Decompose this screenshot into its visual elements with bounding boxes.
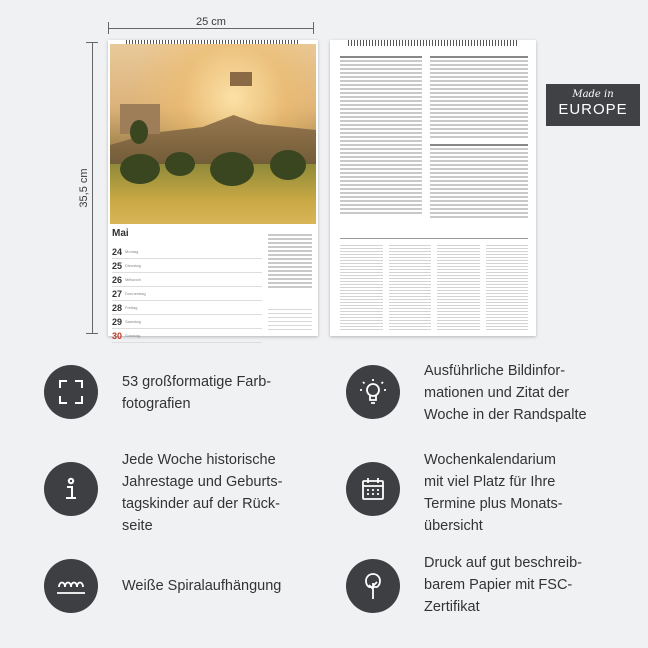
feature-icon-5 — [44, 559, 98, 613]
day-weekday: Freitag — [125, 305, 138, 310]
day-number: 24 — [112, 246, 123, 257]
spiral-icon — [55, 573, 87, 599]
fullscreen-icon — [57, 378, 85, 406]
day-number: 27 — [112, 288, 123, 299]
day-weekday: Sonntag — [125, 333, 140, 338]
day-row — [112, 245, 262, 259]
day-row — [112, 259, 262, 273]
badge-bottom: EUROPE — [558, 101, 628, 118]
day-number: 30 — [112, 330, 123, 341]
feature-icon-1 — [44, 365, 98, 419]
day-row — [112, 287, 262, 301]
feature-text-4: Wochenkalendarium mit viel Platz für Ihre Termine plus Monats- übersicht — [424, 452, 563, 534]
week-calendar — [112, 228, 262, 343]
day-number: 26 — [112, 274, 123, 285]
photo-caption — [268, 232, 312, 290]
landscape-photo — [110, 44, 316, 224]
width-dimension — [108, 16, 314, 34]
calendar-back-page — [330, 40, 536, 336]
feature-icon-3 — [44, 462, 98, 516]
day-weekday: Donnerstag — [125, 291, 146, 296]
feature-text-3: Jede Woche historische Jahrestage und Geburts- tagskinder auf der Rück- seite — [122, 452, 283, 534]
feature-icon-4 — [346, 462, 400, 516]
mini-month-grid — [268, 308, 312, 330]
day-number: 29 — [112, 316, 123, 327]
day-row — [112, 301, 262, 315]
spiral-binding-back — [348, 40, 518, 46]
day-weekday: Montag — [125, 249, 139, 254]
day-row — [112, 329, 262, 343]
back-text-left — [340, 54, 422, 216]
day-weekday: Dienstag — [125, 263, 141, 268]
height-label: 35,5 cm — [78, 165, 90, 210]
month-title: Mai — [112, 228, 129, 239]
anniversaries-grid — [340, 244, 528, 330]
info-icon — [57, 475, 85, 503]
badge-top: Made in — [572, 89, 614, 100]
feature-icon-6 — [346, 559, 400, 613]
day-row — [112, 315, 262, 329]
day-number: 25 — [112, 260, 123, 271]
tree-icon — [359, 571, 387, 601]
day-weekday: Samstag — [125, 319, 141, 324]
day-row — [112, 273, 262, 287]
day-weekday: Mittwoch — [125, 277, 141, 282]
feature-text-2: Ausführliche Bildinfor- mationen und Zitat der Woche in der Randspalte — [424, 363, 587, 423]
feature-icon-2 — [346, 365, 400, 419]
height-dimension — [78, 42, 98, 334]
feature-text-6: Druck auf gut beschreib- barem Papier mit FSC- Zertifikat — [424, 555, 582, 615]
width-label: 25 cm — [192, 16, 230, 28]
feature-text-5: Weiße Spiralaufhängung — [122, 578, 282, 594]
calendar-icon — [359, 475, 387, 503]
lightbulb-icon — [358, 377, 388, 407]
made-in-europe-badge — [546, 84, 640, 126]
feature-text-1: 53 großformatige Farb- fotografien — [122, 374, 272, 412]
day-number: 28 — [112, 302, 123, 313]
back-text-right — [430, 54, 528, 220]
